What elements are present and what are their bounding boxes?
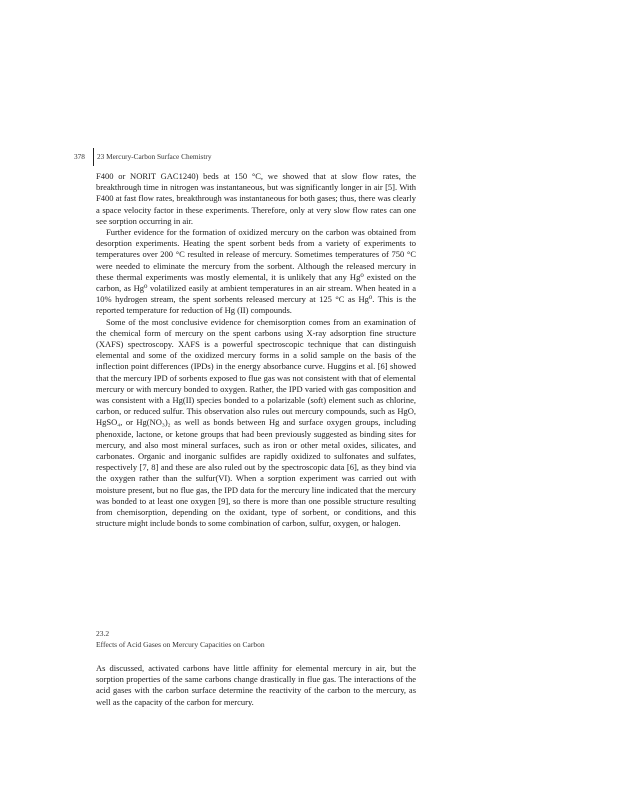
section-body xyxy=(96,663,416,708)
paragraph: Further evidence for the formation of oxidized mercury on the carbon was obtained from desorption experiments. Heating the spent sorbent beds from a variety of experiments to temperatures over 200 °C resulted in release of mercury. Sometimes temperatures of 750 °C were needed to eliminate the mercury from the sorbent. Although the released mercury in these thermal experiments was mostly elemental, it is unlikely that any Hg⁰ existed on the carbon, as Hg⁰ volatilized easily at ambient temperatures in an air stream. When heated in a 10% hydrogen stream, the spent sorbents released mercury at 125 °C as Hg⁰. This is the reported temperature for reduction of Hg (II) compounds. xyxy=(96,227,416,316)
paragraph: As discussed, activated carbons have little affinity for elemental mercury in air, but the sorption properties of the same carbons change drastically in flue gas. The interactions of the acid gases with the carbon surface determine the reactivity of the carbon to the mercury, as well as the capacity of the carbon for mercury. xyxy=(96,663,416,707)
chapter-title: 23 Mercury-Carbon Surface Chemistry xyxy=(97,152,212,161)
paragraph: F400 or NORIT GAC1240) beds at 150 °C, we showed that at slow flow rates, the breakthrough time in nitrogen was instantaneous, but was significantly longer in air [5]. With F400 at fast flow rates, breakthrough was instantaneous for both gases; thus, there was clearly a space velocity factor in these experiments. Therefore, only at very slow flow rates can one see sorption occurring in air. xyxy=(96,171,416,226)
section-heading xyxy=(96,628,416,650)
section-number: 23.2 xyxy=(96,629,110,638)
paragraph: Some of the most conclusive evidence for chemisorption comes from an examination of the chemical form of mercury on the spent carbons using X-ray adsorption fine structure (XAFS) spectroscopy. XAFS is a powerful spectroscopic technique that can distinguish elemental and some of the oxidized mercury forms in a solid sample on the basis of the inflection point differences (IPDs) in the energy absorbance curve. Huggins et al. [6] showed that the mercury IPD of sorbents exposed to flue gas was not consistent with that of elemental mercury or with mercury bonded to oxygen. Rather, the IPD varied with gas composition and was consistent with a Hg(II) species bonded to a polarizable (soft) element such as chlorine, carbon, or reduced sulfur. This observation also rules out mercury compounds, such as HgO, HgSO₄, or Hg(NO₃)₂ as well as bonds between Hg and surface oxygen groups, including phenoxide, lactone, or ketone groups that had been previously suggested as binding sites for mercury, and also most mineral surfaces, such as iron or other metal oxides, silicates, and carbonates. Organic and inorganic sulfides are rapidly oxidized to sulfonates and sulfates, respectively [7, 8] and these are also ruled out by the spectroscopic data [6], as they bind via the oxygen rather than the sulfur(VI). When a sorption experiment was carried out with moisture present, but no flue gas, the IPD data for the mercury line indicated that the mercury was bonded to at least one oxygen [9], so there is more than one possible structure resulting from chemisorption, depending on the oxidant, type of sorbent, or conditions, and this structure might include bonds to some combination of carbon, sulfur, oxygen, or halogen. xyxy=(96,316,416,529)
page-number: 378 xyxy=(74,152,85,161)
header-divider xyxy=(93,148,94,166)
body-text xyxy=(96,171,416,530)
section-title: Effects of Acid Gases on Mercury Capacities on Carbon xyxy=(96,640,265,649)
